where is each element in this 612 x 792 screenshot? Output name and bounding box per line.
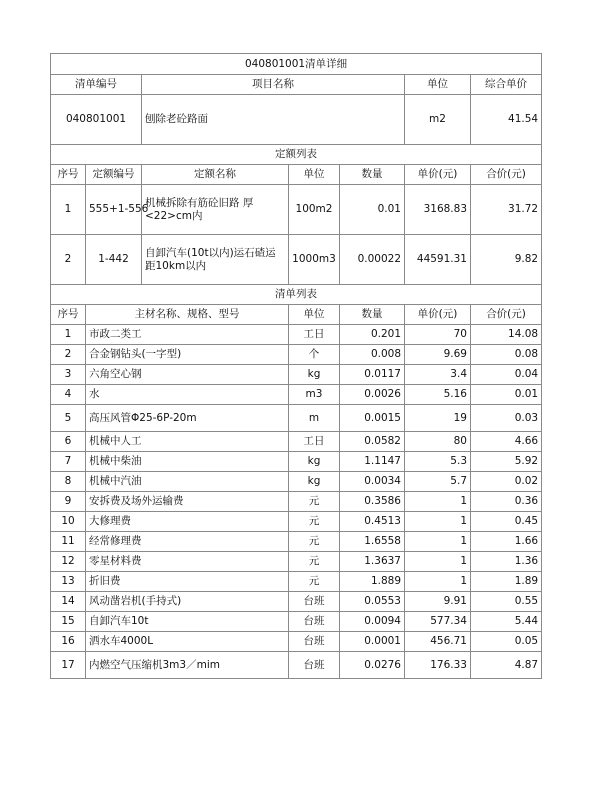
quota-unit: 1000m3	[289, 235, 340, 285]
quota-no: 2	[51, 235, 86, 285]
item-header-row	[51, 75, 542, 95]
bill-detail-table	[50, 53, 542, 679]
item-unit: m2	[405, 95, 471, 145]
material-price: 3.4	[405, 365, 471, 385]
material-price: 80	[405, 432, 471, 452]
material-row	[51, 472, 542, 492]
material-row	[51, 552, 542, 572]
quota-qty: 0.00022	[340, 235, 405, 285]
material-unit: 台班	[289, 632, 340, 652]
material-no: 1	[51, 325, 86, 345]
material-qty: 0.0582	[340, 432, 405, 452]
material-unit: 台班	[289, 612, 340, 632]
material-price: 5.7	[405, 472, 471, 492]
quota-header-row	[51, 165, 542, 185]
material-total: 1.36	[471, 552, 542, 572]
material-total: 1.89	[471, 572, 542, 592]
material-unit: m	[289, 405, 340, 432]
material-price: 19	[405, 405, 471, 432]
material-unit: 元	[289, 532, 340, 552]
material-qty: 0.3586	[340, 492, 405, 512]
material-unit: kg	[289, 452, 340, 472]
material-unit: 元	[289, 492, 340, 512]
quota-col-header: 序号	[51, 165, 86, 185]
material-unit: 个	[289, 345, 340, 365]
material-name: 自卸汽车10t	[86, 612, 289, 632]
material-price: 456.71	[405, 632, 471, 652]
material-total: 0.02	[471, 472, 542, 492]
material-name: 安拆费及场外运输费	[86, 492, 289, 512]
material-name: 折旧费	[86, 572, 289, 592]
material-unit: 台班	[289, 652, 340, 679]
material-row	[51, 385, 542, 405]
quota-unit: 100m2	[289, 185, 340, 235]
material-unit: 元	[289, 552, 340, 572]
quota-price: 44591.31	[405, 235, 471, 285]
material-price: 9.69	[405, 345, 471, 365]
material-total: 0.05	[471, 632, 542, 652]
material-total: 0.03	[471, 405, 542, 432]
material-name: 机械中汽油	[86, 472, 289, 492]
title-row	[51, 54, 542, 75]
material-qty: 0.0034	[340, 472, 405, 492]
material-no: 3	[51, 365, 86, 385]
material-price: 1	[405, 572, 471, 592]
material-no: 17	[51, 652, 86, 679]
quota-name: 机械拆除有筋砼旧路 厚<22>cm内	[142, 185, 289, 235]
quota-col-header: 单价(元)	[405, 165, 471, 185]
material-qty: 1.889	[340, 572, 405, 592]
material-qty: 0.0026	[340, 385, 405, 405]
material-price: 1	[405, 492, 471, 512]
list-header-row	[51, 305, 542, 325]
list-col-header: 序号	[51, 305, 86, 325]
material-total: 0.45	[471, 512, 542, 532]
material-row	[51, 572, 542, 592]
material-no: 7	[51, 452, 86, 472]
quota-row	[51, 235, 542, 285]
material-unit: m3	[289, 385, 340, 405]
material-name: 洒水车4000L	[86, 632, 289, 652]
material-qty: 0.0553	[340, 592, 405, 612]
material-price: 176.33	[405, 652, 471, 679]
quota-section-title: 定额列表	[51, 145, 542, 165]
item-code: 040801001	[51, 95, 142, 145]
list-section-row	[51, 285, 542, 305]
material-name: 市政二类工	[86, 325, 289, 345]
material-name: 机械中柴油	[86, 452, 289, 472]
material-price: 70	[405, 325, 471, 345]
material-total: 0.08	[471, 345, 542, 365]
material-unit: kg	[289, 365, 340, 385]
material-total: 5.44	[471, 612, 542, 632]
material-no: 11	[51, 532, 86, 552]
material-name: 机械中人工	[86, 432, 289, 452]
material-name: 合金钢钻头(一字型)	[86, 345, 289, 365]
quota-qty: 0.01	[340, 185, 405, 235]
material-qty: 0.0094	[340, 612, 405, 632]
material-total: 4.66	[471, 432, 542, 452]
unit-header: 单位	[405, 75, 471, 95]
material-row	[51, 652, 542, 679]
material-no: 9	[51, 492, 86, 512]
material-row	[51, 432, 542, 452]
material-row	[51, 612, 542, 632]
material-row	[51, 632, 542, 652]
material-unit: 元	[289, 512, 340, 532]
material-price: 9.91	[405, 592, 471, 612]
material-total: 0.55	[471, 592, 542, 612]
table-title: 040801001清单详细	[51, 54, 542, 75]
material-price: 1	[405, 512, 471, 532]
quota-code: 1-442	[86, 235, 142, 285]
material-unit: kg	[289, 472, 340, 492]
material-total: 0.01	[471, 385, 542, 405]
material-qty: 0.0276	[340, 652, 405, 679]
material-no: 16	[51, 632, 86, 652]
material-total: 0.36	[471, 492, 542, 512]
material-price: 5.16	[405, 385, 471, 405]
price-header: 综合单价	[471, 75, 542, 95]
list-col-header: 单价(元)	[405, 305, 471, 325]
material-qty: 0.4513	[340, 512, 405, 532]
code-header: 清单编号	[51, 75, 142, 95]
material-row	[51, 512, 542, 532]
material-total: 1.66	[471, 532, 542, 552]
quota-col-header: 数量	[340, 165, 405, 185]
quota-code: 555+1-556	[86, 185, 142, 235]
material-qty: 0.0117	[340, 365, 405, 385]
quota-total: 9.82	[471, 235, 542, 285]
material-unit: 元	[289, 572, 340, 592]
list-col-header: 合价(元)	[471, 305, 542, 325]
quota-row	[51, 185, 542, 235]
material-no: 15	[51, 612, 86, 632]
material-row	[51, 405, 542, 432]
material-no: 14	[51, 592, 86, 612]
quota-col-header: 合价(元)	[471, 165, 542, 185]
material-name: 大修理费	[86, 512, 289, 532]
list-col-header: 数量	[340, 305, 405, 325]
material-name: 零星材料费	[86, 552, 289, 572]
material-qty: 1.3637	[340, 552, 405, 572]
name-header: 项目名称	[142, 75, 405, 95]
material-name: 水	[86, 385, 289, 405]
item-row	[51, 95, 542, 145]
quota-col-header: 单位	[289, 165, 340, 185]
material-price: 1	[405, 552, 471, 572]
material-name: 六角空心钢	[86, 365, 289, 385]
material-qty: 1.6558	[340, 532, 405, 552]
material-total: 0.04	[471, 365, 542, 385]
material-total: 14.08	[471, 325, 542, 345]
material-row	[51, 592, 542, 612]
material-no: 10	[51, 512, 86, 532]
material-total: 5.92	[471, 452, 542, 472]
material-name: 风动凿岩机(手持式)	[86, 592, 289, 612]
material-row	[51, 532, 542, 552]
material-no: 4	[51, 385, 86, 405]
quota-no: 1	[51, 185, 86, 235]
material-qty: 1.1147	[340, 452, 405, 472]
material-row	[51, 365, 542, 385]
quota-price: 3168.83	[405, 185, 471, 235]
material-unit: 台班	[289, 592, 340, 612]
item-price: 41.54	[471, 95, 542, 145]
material-no: 5	[51, 405, 86, 432]
material-row	[51, 492, 542, 512]
quota-col-header: 定额名称	[142, 165, 289, 185]
material-price: 5.3	[405, 452, 471, 472]
material-price: 577.34	[405, 612, 471, 632]
material-qty: 0.008	[340, 345, 405, 365]
material-qty: 0.0015	[340, 405, 405, 432]
list-section-title: 清单列表	[51, 285, 542, 305]
list-col-header: 单位	[289, 305, 340, 325]
material-qty: 0.201	[340, 325, 405, 345]
material-row	[51, 325, 542, 345]
material-row	[51, 345, 542, 365]
material-qty: 0.0001	[340, 632, 405, 652]
quota-col-header: 定额编号	[86, 165, 142, 185]
list-col-header: 主材名称、规格、型号	[86, 305, 289, 325]
quota-total: 31.72	[471, 185, 542, 235]
material-name: 内燃空气压缩机3m3／mim	[86, 652, 289, 679]
material-price: 1	[405, 532, 471, 552]
material-no: 6	[51, 432, 86, 452]
material-total: 4.87	[471, 652, 542, 679]
item-name: 刨除老砼路面	[142, 95, 405, 145]
material-unit: 工日	[289, 432, 340, 452]
material-name: 经常修理费	[86, 532, 289, 552]
quota-name: 自卸汽车(10t以内)运石碴运距10km以内	[142, 235, 289, 285]
material-no: 12	[51, 552, 86, 572]
material-no: 8	[51, 472, 86, 492]
material-no: 13	[51, 572, 86, 592]
quota-section-row	[51, 145, 542, 165]
material-no: 2	[51, 345, 86, 365]
material-unit: 工日	[289, 325, 340, 345]
material-row	[51, 452, 542, 472]
material-name: 高压风管Φ25-6P-20m	[86, 405, 289, 432]
